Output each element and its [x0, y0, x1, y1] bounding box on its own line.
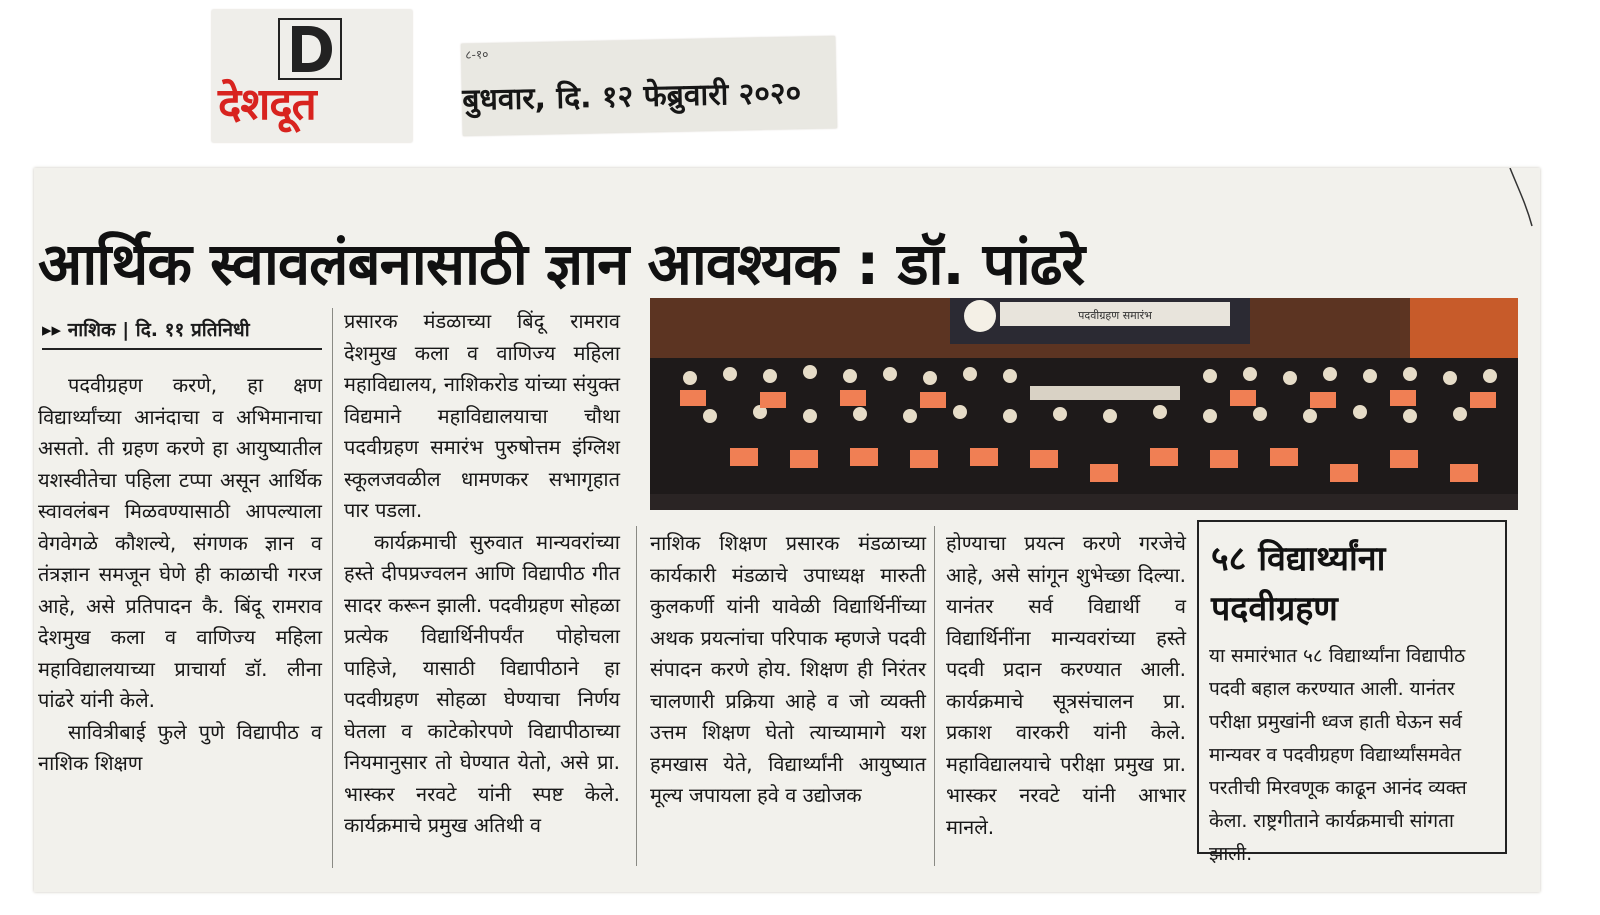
paragraph: प्रसारक मंडळाच्या बिंदू रामराव देशमुख कला व वाणिज्य महिला महाविद्यालय, नाशिकरोड यांच्या संयुक्त विद्यमाने महाविद्यालयाचा चौथा पदवीग्रहण समारंभ पुरुषोत्तम इंग्लिश स्कूलजवळील धामणकर सभागृहात पार पडला.	[344, 309, 620, 522]
paragraph: पदवीग्रहण करणे, हा क्षण विद्यार्थ्यांच्या आनंदाचा व अभिमानाचा असतो. ती ग्रहण करणे हा आयुष्यातील यशस्वीतेचा पहिला टप्पा असून आर्थिक स्वावलंबन मिळवण्यासाठी आपल्याला वेगवेगळे कौशल्ये, संगणक ज्ञान व तंत्रज्ञान समजून घेणे ही काळाची गरज आहे, असे प्रतिपादन कै. बिंदू रामराव देशमुख कला व वाणिज्य महिला महाविद्यालयाच्या प्राचार्या डॉ. लीना पांढरे यांनी केले.	[38, 373, 322, 712]
issue-date-strip	[461, 36, 837, 136]
newspaper-brand-name: देशदूत	[218, 79, 316, 130]
article-column-3	[650, 528, 926, 812]
column-divider	[636, 526, 637, 866]
article-clipping	[34, 168, 1540, 892]
article-column-1	[38, 370, 322, 780]
stage-banner-text: पदवीग्रहण समारंभ	[1078, 309, 1152, 322]
article-headline: आर्थिक स्वावलंबनासाठी ज्ञान आवश्यक : डॉ. पांढरे	[38, 230, 1085, 298]
newspaper-logo	[212, 10, 412, 142]
article-column-2	[344, 306, 620, 842]
sidebar-heading: ५८ विद्यार्थ्यांना पदवीग्रहण	[1211, 539, 1386, 629]
paragraph: होण्याचा प्रयत्न करणे गरजेचे आहे, असे सांगून शुभेच्छा दिल्या. यानंतर सर्व विद्यार्थी व विद्यार्थिनींना मान्यवरांच्या हस्ते पदवी प्रदान करण्यात आली. कार्यक्रमाचे सूत्रसंचालन प्रा. प्रकाश वारकरी यांनी केले. महाविद्यालयाचे परीक्षा प्रमुख प्रा. भास्कर नरवटे यांनी आभार मानले.	[946, 531, 1186, 839]
issue-date: बुधवार, दि. १२ फेब्रुवारी २०२०	[461, 75, 802, 118]
dateline-arrow-icon: ▸▸	[42, 319, 62, 341]
article-column-4	[946, 528, 1186, 843]
column-divider	[332, 308, 333, 868]
paragraph: नाशिक शिक्षण प्रसारक मंडळाच्या कार्यकारी मंडळाचे उपाध्यक्ष मारुती कुलकर्णी यांनी यावेळी विद्यार्थिनींच्या अथक प्रयत्नांचा परिपाक म्हणजे पदवी संपादन करणे होय. शिक्षण ही निरंतर चालणारी प्रक्रिया आहे व जो व्यक्ती उत्तम शिक्षण घेतो त्याच्यामागे यश हमखास येते, विद्यार्थ्यांनी आयुष्यात मूल्य जपायला हवे व उद्योजक	[650, 531, 926, 807]
dateline-text: नाशिक | दि. ११ प्रतिनिधी	[67, 319, 250, 341]
clipped-text-fragment: ८-१०	[465, 47, 489, 62]
paragraph: कार्यक्रमाची सुरुवात मान्यवरांच्या हस्ते दीपप्रज्वलन आणि विद्यापीठ गीत सादर करून झाली. पदवीग्रहण सोहळा प्रत्येक विद्यार्थिनीपर्यंत पोहोचला पाहिजे, यासाठी विद्यापीठाने हा पदवीग्रहण सोहळा घेण्याचा निर्णय घेतला व काटेकोरपणे विद्यापीठाच्या नियमानुसार तो घेण्यात येतो, असे प्रा. भास्कर नरवटे यांनी स्पष्ट केले. कार्यक्रमाचे प्रमुख अतिथी व	[344, 529, 620, 837]
article-dateline	[42, 316, 322, 350]
scissor-cut-mark	[1508, 168, 1534, 228]
paragraph: सावित्रीबाई फुले पुणे विद्यापीठ व नाशिक शिक्षण	[38, 719, 322, 775]
sidebar-box	[1197, 520, 1507, 865]
sidebar-body: या समारंभात ५८ विद्यार्थ्यांना विद्यापीठ पदवी बहाल करण्यात आली. यानंतर परीक्षा प्रमुखांनी ध्वज हाती घेऊन सर्व मान्यवर व पदवीग्रहण विद्यार्थ्यांसमवेत परतीची मिरवणूक काढून आनंद व्यक्त केला. राष्ट्रगीताने कार्यक्रमाची सांगता झाली.	[1209, 645, 1467, 865]
column-divider	[934, 526, 935, 866]
graduation-group-photo	[650, 298, 1518, 510]
photo-illustration	[650, 298, 1518, 510]
logo-d-mark	[278, 18, 342, 80]
